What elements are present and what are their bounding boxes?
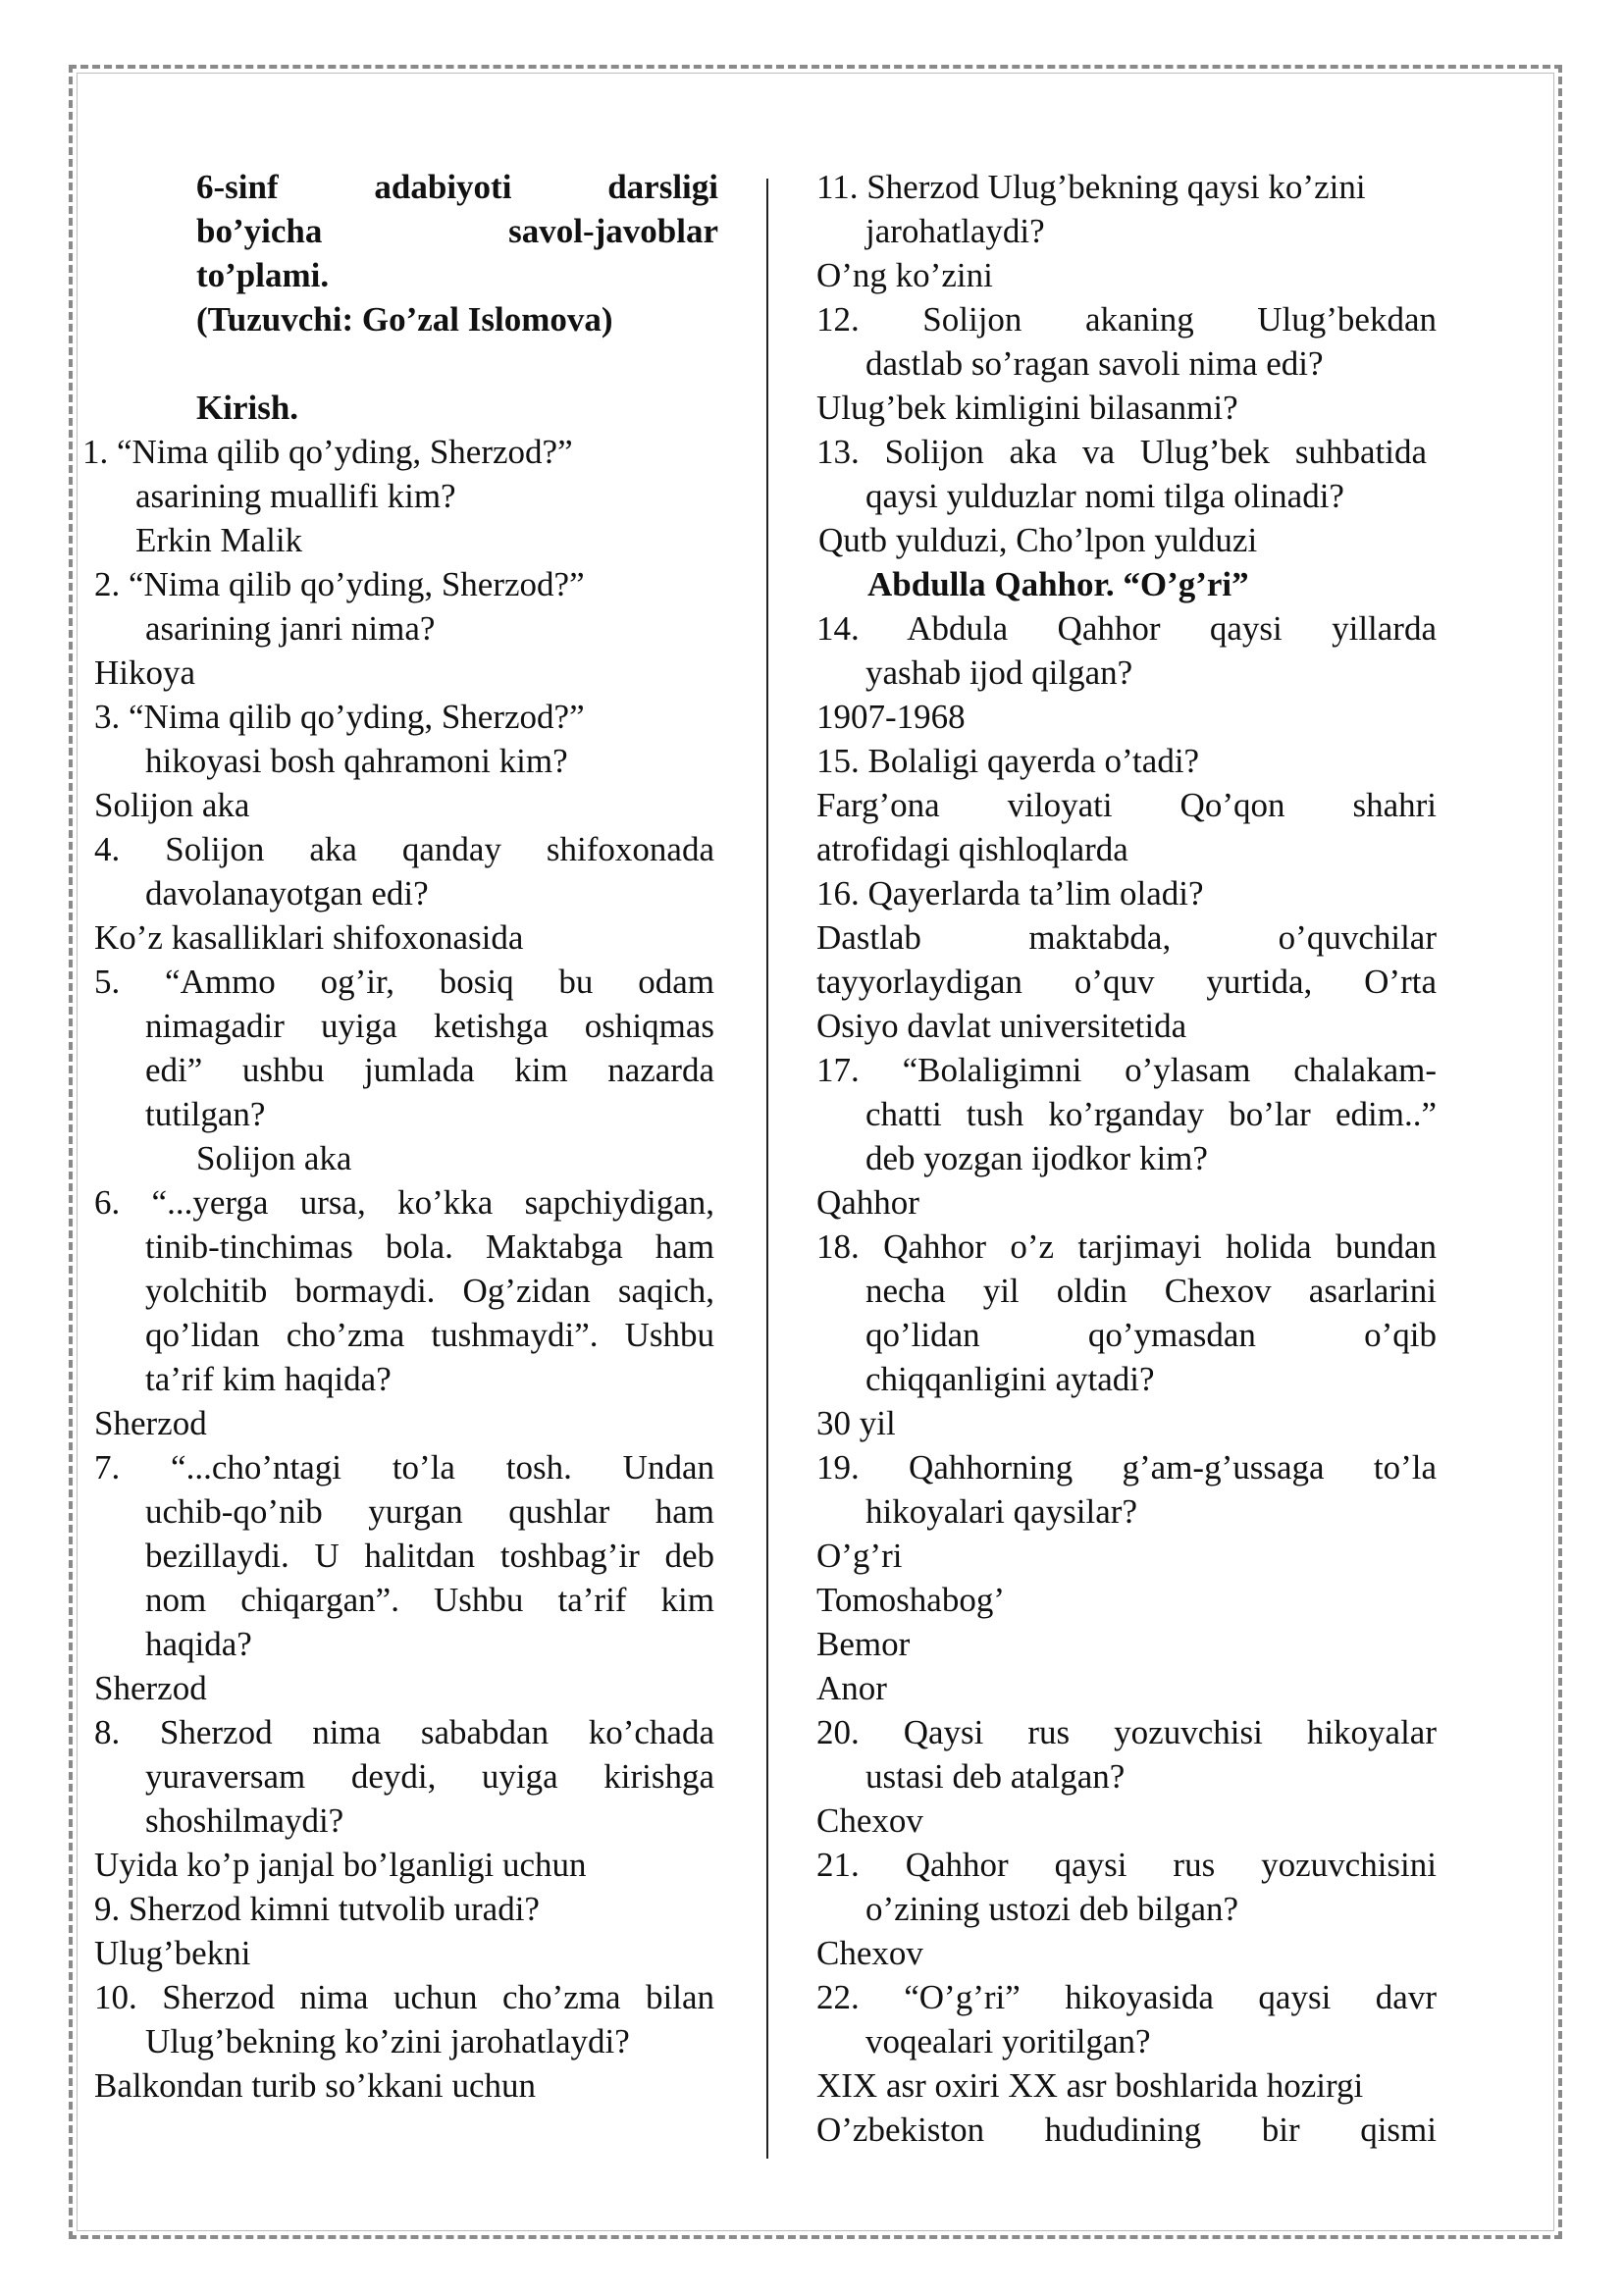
question-text: 10. Sherzod nima uchun cho’zma bilan (94, 1978, 714, 2016)
question-text: 11. Sherzod Ulug’bekning qaysi ko’zini (816, 168, 1366, 206)
answer-15 (816, 783, 1439, 871)
question-4 (94, 827, 722, 915)
question-text: davolanayotgan edi? (145, 874, 429, 913)
answer-18: 30 yil (816, 1404, 896, 1442)
question-text: yuraversam deydi, uyiga kirishga (145, 1757, 714, 1796)
right-column (816, 165, 1439, 2152)
answer-1: Erkin Malik (135, 521, 303, 559)
answer-21: Chexov (816, 1934, 923, 1972)
question-text: 15. Bolaligi qayerda o’tadi? (816, 742, 1200, 780)
answer-3: Solijon aka (94, 786, 250, 824)
question-text: yolchitib bormaydi. Og’zidan saqich, (145, 1272, 714, 1310)
question-10 (94, 1975, 722, 2063)
question-text: Ulug’bekning ko’zini jarohatlaydi? (145, 2022, 630, 2060)
answer-16 (816, 915, 1439, 1048)
answer-9: Ulug’bekni (94, 1934, 251, 1972)
answer-text: tayyorlaydigan o’quv yurtida, O’rta (816, 963, 1437, 1001)
question-text: tinib-tinchimas bola. Maktabga ham (145, 1227, 714, 1266)
question-text: 18. Qahhor o’z tarjimayi holida bundan (816, 1227, 1437, 1266)
answer-text: Bemor (816, 1625, 911, 1663)
question-text: necha yil oldin Chexov asarlarini (865, 1272, 1437, 1310)
answer-2: Hikoya (94, 653, 196, 692)
question-text: qo’lidan qo’ymasdan o’qib (865, 1316, 1437, 1354)
answer-10: Balkondan turib so’kkani uchun (94, 2066, 537, 2105)
question-text: qo’lidan cho’zma tushmaydi”. Ushbu (145, 1316, 714, 1354)
title-line-1: 6-sinf adabiyoti darsligi (196, 168, 718, 206)
answer-text: Osiyo davlat universitetida (816, 1007, 1187, 1045)
question-text: edi” ushbu jumlada kim nazarda (145, 1051, 714, 1089)
answer-text: XIX asr oxiri XX asr boshlarida hozirgi (816, 2066, 1364, 2105)
answer-7: Sherzod (94, 1669, 207, 1707)
question-text: tutilgan? (145, 1095, 266, 1133)
question-text: 2. “Nima qilib qo’yding, Sherzod?” (94, 565, 585, 603)
question-8 (94, 1710, 722, 1843)
answer-19 (816, 1534, 1439, 1710)
answer-22 (816, 2063, 1439, 2152)
question-21 (816, 1843, 1439, 1931)
question-text: 21. Qahhor qaysi rus yozuvchisini (816, 1846, 1437, 1884)
answer-14: 1907-1968 (816, 698, 966, 736)
answer-text: Dastlab maktabda, o’quvchilar (816, 918, 1437, 957)
question-text: shoshilmaydi? (145, 1801, 344, 1840)
question-text: voqealari yoritilgan? (865, 2022, 1151, 2060)
question-text: bezillaydi. U halitdan toshbag’ir deb (145, 1537, 714, 1575)
question-text: 19. Qahhorning g’am-g’ussaga to’la (816, 1448, 1437, 1487)
column-divider (766, 179, 768, 2159)
question-text: 9. Sherzod kimni tutvolib uradi? (94, 1890, 540, 1928)
question-text: yashab ijod qilgan? (865, 653, 1133, 692)
answer-12: Ulug’bek kimligini bilasanmi? (816, 389, 1238, 427)
question-20 (816, 1710, 1439, 1799)
question-text: 16. Qayerlarda ta’lim oladi? (816, 874, 1204, 913)
question-5 (94, 960, 722, 1136)
question-text: deb yozgan ijodkor kim? (865, 1139, 1208, 1177)
question-text: 22. “O’g’ri” hikoyasida qaysi davr (816, 1978, 1437, 2016)
question-text: 17. “Bolaligimni o’ylasam chalakam- (816, 1051, 1437, 1089)
question-text: ta’rif kim haqida? (145, 1360, 392, 1398)
question-16 (816, 871, 1439, 915)
question-text: dastlab so’ragan savoli nima edi? (865, 344, 1324, 383)
question-text: 7. “...cho’ntagi to’la tosh. Undan (94, 1448, 714, 1487)
question-text: uchib-qo’nib yurgan qushlar ham (145, 1492, 714, 1531)
question-text: 13. Solijon aka va Ulug’bek suhbatida (816, 433, 1427, 471)
question-text: 4. Solijon aka qanday shifoxonada (94, 830, 714, 868)
answer-4: Ko’z kasalliklari shifoxonasida (94, 918, 524, 957)
question-12 (816, 297, 1439, 386)
question-19 (816, 1445, 1439, 1534)
question-text: haqida? (145, 1625, 252, 1663)
question-text: hikoyalari qaysilar? (865, 1492, 1137, 1531)
answer-text: O’g’ri (816, 1537, 903, 1575)
question-15 (816, 739, 1439, 783)
question-7 (94, 1445, 722, 1666)
question-13 (816, 430, 1439, 518)
answer-20: Chexov (816, 1801, 923, 1840)
left-column (82, 165, 722, 2108)
answer-text: Anor (816, 1669, 887, 1707)
title-line-2: bo’yicha savol-javoblar (196, 212, 718, 250)
question-text: chiqqanligini aytadi? (865, 1360, 1155, 1398)
answer-11: O’ng ko’zini (816, 256, 993, 294)
question-9 (94, 1887, 722, 1931)
question-text: nom chiqargan”. Ushbu ta’rif kim (145, 1581, 714, 1619)
answer-text: O’zbekiston hududining bir qismi (816, 2111, 1437, 2149)
question-text: 1. “Nima qilib qo’yding, Sherzod?” (82, 433, 573, 471)
answer-text: Farg’ona viloyati Qo’qon shahri (816, 786, 1437, 824)
author-line: (Tuzuvchi: Go’zal Islomova) (196, 300, 613, 339)
question-text: 12. Solijon akaning Ulug’bekdan (816, 300, 1437, 339)
question-text: nimagadir uyiga ketishga oshiqmas (145, 1007, 714, 1045)
question-text: o’zining ustozi deb bilgan? (865, 1890, 1239, 1928)
question-text: 14. Abdula Qahhor qaysi yillarda (816, 609, 1437, 648)
question-text: asarining muallifi kim? (135, 477, 456, 515)
section-heading-ogri: Abdulla Qahhor. “O’g’ri” (867, 565, 1249, 603)
question-17 (816, 1048, 1439, 1180)
question-text: asarining janri nima? (145, 609, 436, 648)
question-14 (816, 606, 1439, 695)
answer-text: Tomoshabog’ (816, 1581, 1005, 1619)
question-text: 5. “Ammo og’ir, bosiq bu odam (94, 963, 714, 1001)
question-6 (94, 1180, 722, 1401)
question-text: 8. Sherzod nima sababdan ko’chada (94, 1713, 714, 1751)
question-text: hikoyasi bosh qahramoni kim? (145, 742, 568, 780)
answer-13: Qutb yulduzi, Cho’lpon yulduzi (818, 521, 1258, 559)
answer-6: Sherzod (94, 1404, 207, 1442)
question-text: qaysi yulduzlar nomi tilga olinadi? (865, 477, 1344, 515)
answer-5: Solijon aka (196, 1139, 352, 1177)
question-text: chatti tush ko’rganday bo’lar edim..” (865, 1095, 1437, 1133)
question-text: jarohatlaydi? (865, 212, 1045, 250)
question-3 (94, 695, 722, 783)
question-1 (82, 430, 722, 518)
answer-8: Uyida ko’p janjal bo’lganligi uchun (94, 1846, 587, 1884)
answer-text: atrofidagi qishloqlarda (816, 830, 1128, 868)
question-18 (816, 1225, 1439, 1401)
question-text: 20. Qaysi rus yozuvchisi hikoyalar (816, 1713, 1437, 1751)
section-heading-kirish: Kirish. (196, 389, 299, 427)
question-text: ustasi deb atalgan? (865, 1757, 1126, 1796)
answer-17: Qahhor (816, 1183, 919, 1222)
question-text: 6. “...yerga ursa, ko’kka sapchiydigan, (94, 1183, 714, 1222)
question-11 (816, 165, 1439, 253)
question-text: 3. “Nima qilib qo’yding, Sherzod?” (94, 698, 585, 736)
question-22 (816, 1975, 1439, 2063)
title-line-3: to’plami. (196, 256, 330, 294)
question-2 (94, 562, 722, 651)
